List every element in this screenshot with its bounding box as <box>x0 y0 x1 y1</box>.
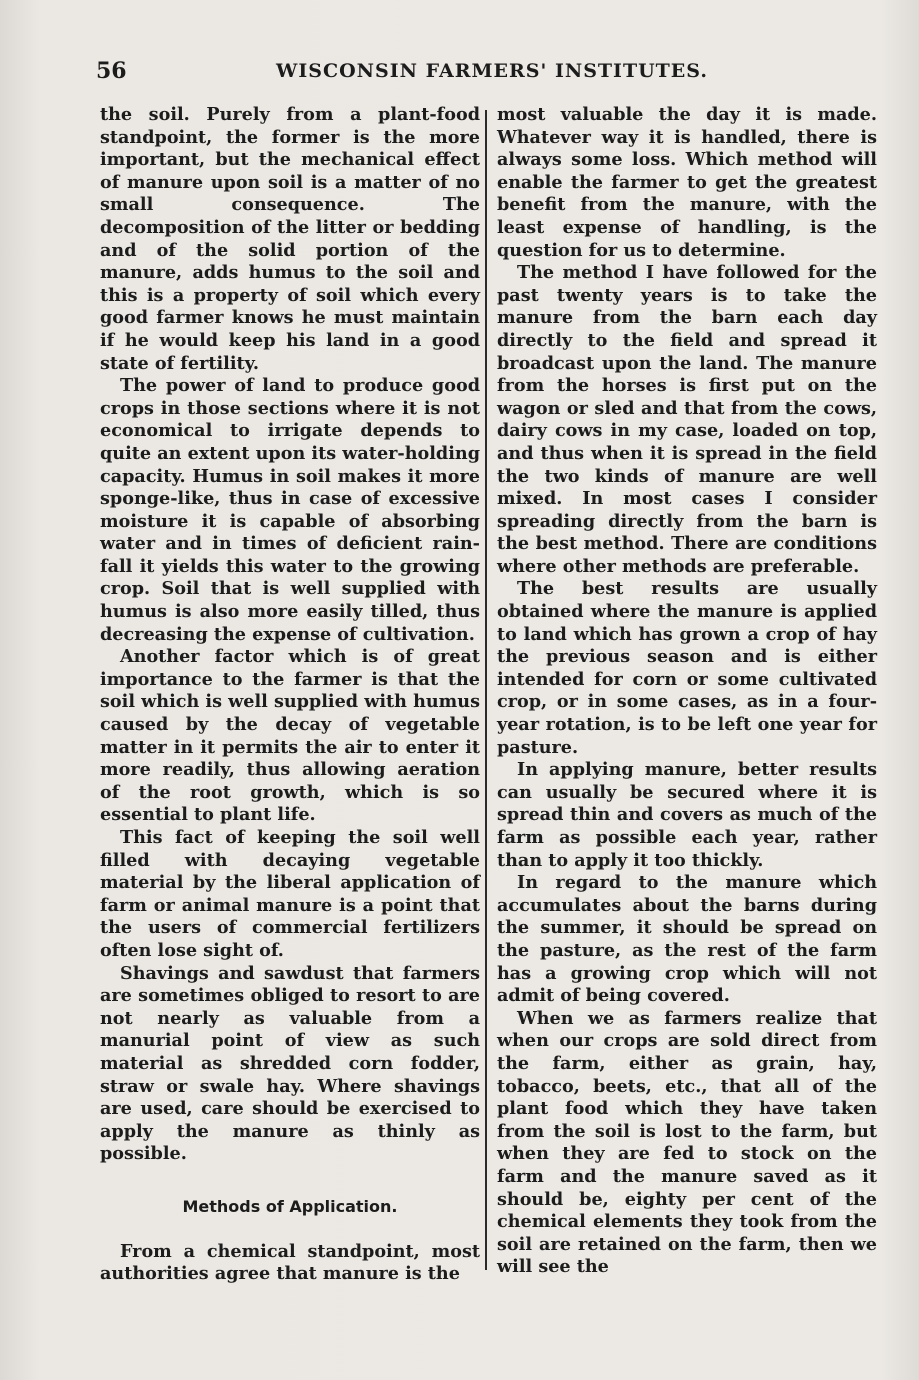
page-header <box>96 58 876 88</box>
paragraph: The best results are usually obtained where the manure is applied to land which has grown a crop of hay the previous season and is either intended for corn or some cultivated crop, or in some cases, as in a four-year rotation, is to be left one year for pasture. <box>497 578 877 758</box>
column-divider <box>485 110 487 1270</box>
paragraph: From a chemical standpoint, most authorities agree that manure is the <box>100 1240 480 1285</box>
running-title: WISCONSIN FARMERS' INSTITUTES. <box>276 60 708 82</box>
page-number: 56 <box>96 58 127 84</box>
paragraph: Another factor which is of great importance to the farmer is that the soil which is well supplied with humus caused by the decay of vegetable matter in it permits the air to enter it more readily, thus allowing aeration of the root growth, which is so essential to plant life. <box>100 646 480 826</box>
paragraph: In applying manure, better results can usually be secured where it is spread thin and covers as much of the farm as possible each year, rather than to apply it too thickly. <box>497 759 877 871</box>
paragraph: the soil. Purely from a plant-food standpoint, the former is the more important, but the mechanical effect of manure upon soil is a matter of no small consequence. The decomposition of the litter or bedding and of the solid portion of the manure, adds humus to the soil and this is a property of soil which every good farmer knows he must maintain if he would keep his land in a good state of fertility. <box>100 104 480 374</box>
right-column <box>497 104 877 1279</box>
paragraph: most valuable the day it is made. Whatever way it is handled, there is always some loss. Which method will enable the farmer to get the greatest benefit from the manure, with the least expense of handling, is the question for us to determine. <box>497 104 877 261</box>
paragraph: This fact of keeping the soil well filled with decaying vegetable material by the liberal application of farm or animal manure is a point that the users of commercial fertilizers often lose sight of. <box>100 827 480 961</box>
left-column <box>100 104 480 1286</box>
paragraph: In regard to the manure which accumulates about the barns during the summer, it should be spread on the pasture, as the rest of the farm has a growing crop which will not admit of being covered. <box>497 872 877 1007</box>
paragraph: The method I have followed for the past twenty years is to take the manure from the barn each day directly to the field and spread it broadcast upon the land. The manure from the horses is first put on the wagon or sled and that from the cows, dairy cows in my case, loaded on top, and thus when it is spread in the field the two kinds of manure are well mixed. In most cases I consider spreading directly from the barn is the best method. There are conditions where other methods are preferable. <box>497 262 877 577</box>
paragraph: Shavings and sawdust that farmers are sometimes obliged to resort to are not nearly as valuable from a manurial point of view as such material as shredded corn fodder, straw or swale hay. Where shavings are used, care should be exercised to apply the manure as thinly as possible. <box>100 962 480 1165</box>
paragraph: The power of land to produce good crops in those sections where it is not economical to irrigate depends to quite an extent upon its water-holding capacity. Humus in soil makes it more sponge-like, thus in case of excessive moisture it is capable of absorbing water and in times of deficient rain-fall it yields this water to the growing crop. Soil that is well supplied with humus is also more easily tilled, thus decreasing the expense of cultivation. <box>100 375 480 645</box>
section-heading: Methods of Application. <box>182 1196 398 1216</box>
paragraph: When we as farmers realize that when our crops are sold direct from the farm, either as grain, hay, tobacco, beets, etc., that all of the plant food which they have taken from the soil is lost to the farm, but when they are fed to stock on the farm and the manure saved as it should be, eighty per cent of the chemical elements they took from the soil are retained on the farm, then we will see the <box>497 1007 877 1278</box>
